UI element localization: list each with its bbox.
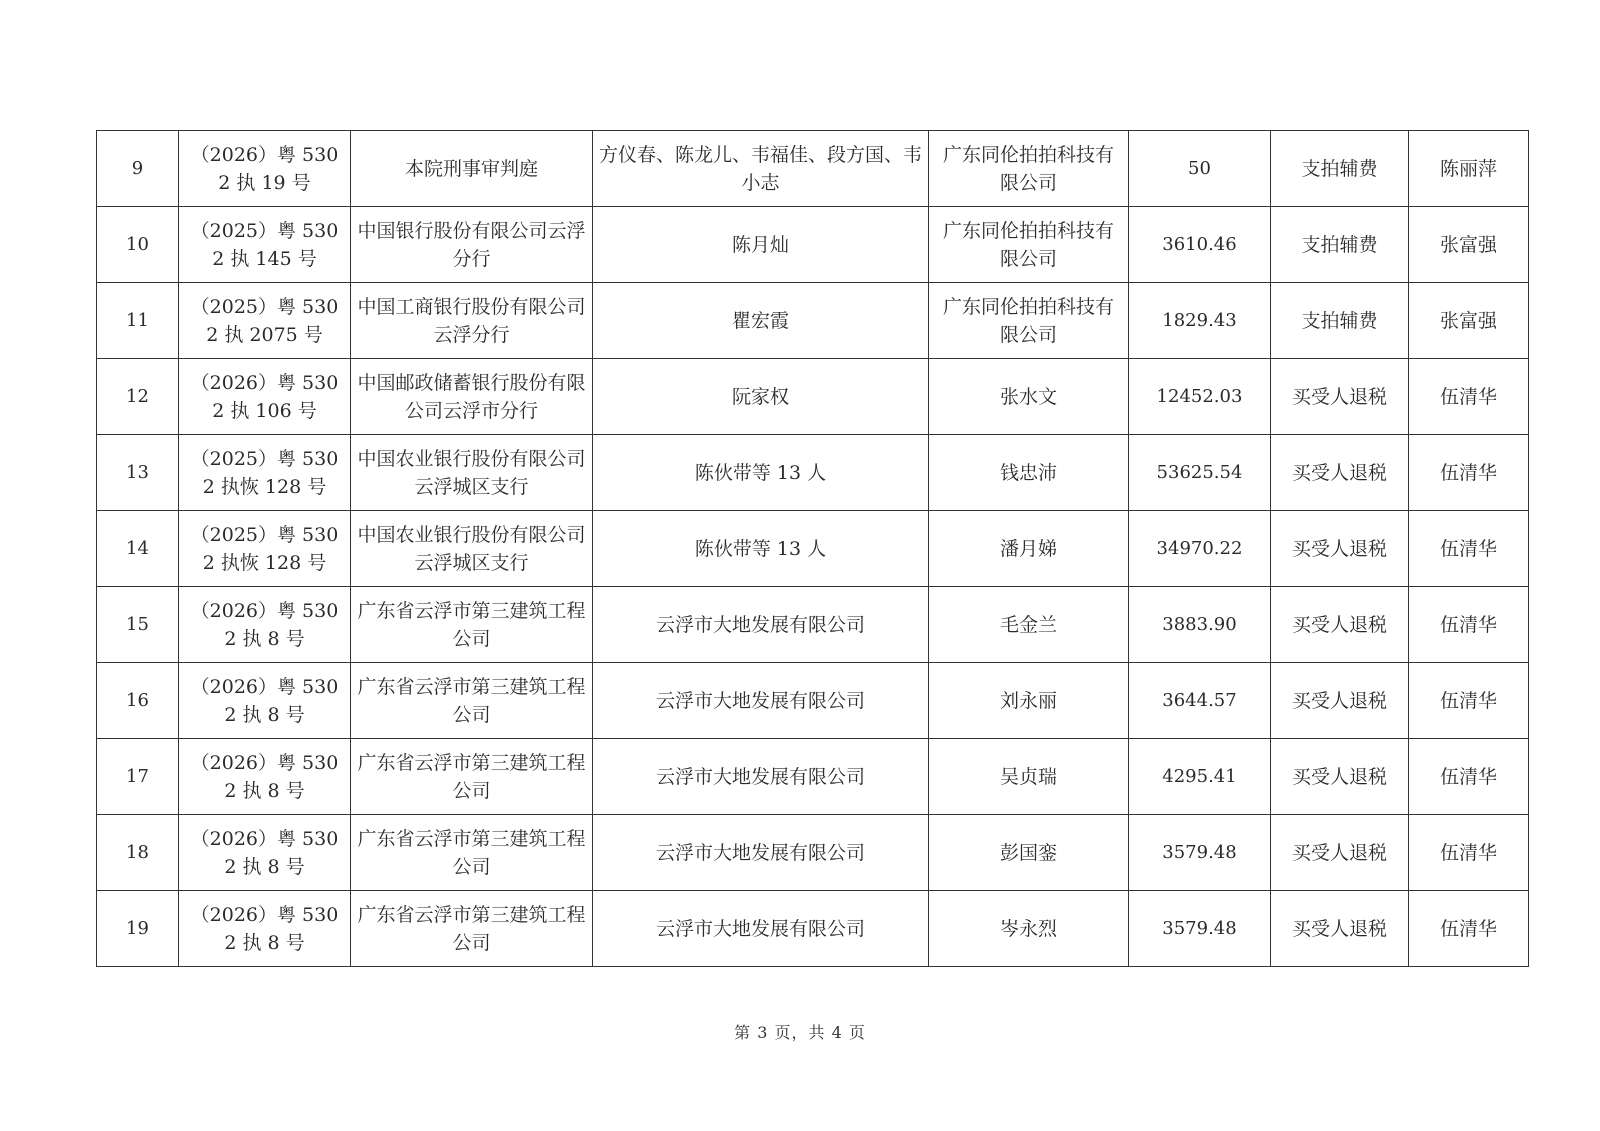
case-number-cell: （2026）粤 5302 执 8 号 xyxy=(179,891,351,967)
respondent-cell: 云浮市大地发展有限公司 xyxy=(593,891,929,967)
case-number-cell: （2026）粤 5302 执 8 号 xyxy=(179,587,351,663)
applicant-cell: 中国工商银行股份有限公司云浮分行 xyxy=(351,283,593,359)
row-number-cell: 13 xyxy=(97,435,179,511)
respondent-cell: 陈伙带等 13 人 xyxy=(593,511,929,587)
amount-cell: 34970.22 xyxy=(1129,511,1271,587)
handler-cell: 伍清华 xyxy=(1409,739,1529,815)
row-number-cell: 16 xyxy=(97,663,179,739)
applicant-cell: 广东省云浮市第三建筑工程公司 xyxy=(351,739,593,815)
payment-type-cell: 买受人退税 xyxy=(1271,359,1409,435)
respondent-cell: 瞿宏霞 xyxy=(593,283,929,359)
row-number-cell: 15 xyxy=(97,587,179,663)
table-row xyxy=(97,815,1529,891)
payment-type-cell: 买受人退税 xyxy=(1271,739,1409,815)
payment-type-cell: 支拍辅费 xyxy=(1271,207,1409,283)
table-row xyxy=(97,891,1529,967)
row-number-cell: 10 xyxy=(97,207,179,283)
amount-cell: 3610.46 xyxy=(1129,207,1271,283)
table-row xyxy=(97,739,1529,815)
row-number-cell: 17 xyxy=(97,739,179,815)
table-row xyxy=(97,435,1529,511)
table-row xyxy=(97,511,1529,587)
amount-cell: 3644.57 xyxy=(1129,663,1271,739)
respondent-cell: 云浮市大地发展有限公司 xyxy=(593,739,929,815)
respondent-cell: 云浮市大地发展有限公司 xyxy=(593,587,929,663)
row-number-cell: 12 xyxy=(97,359,179,435)
table-row xyxy=(97,663,1529,739)
respondent-cell: 方仪春、陈龙儿、韦福佳、段方国、韦小志 xyxy=(593,131,929,207)
respondent-cell: 陈月灿 xyxy=(593,207,929,283)
row-number-cell: 9 xyxy=(97,131,179,207)
table-row xyxy=(97,283,1529,359)
payee-cell: 刘永丽 xyxy=(929,663,1129,739)
payment-type-cell: 买受人退税 xyxy=(1271,511,1409,587)
payee-cell: 广东同伦拍拍科技有限公司 xyxy=(929,207,1129,283)
case-number-cell: （2025）粤 5302 执恢 128 号 xyxy=(179,511,351,587)
handler-cell: 陈丽萍 xyxy=(1409,131,1529,207)
row-number-cell: 19 xyxy=(97,891,179,967)
respondent-cell: 阮家权 xyxy=(593,359,929,435)
payee-cell: 毛金兰 xyxy=(929,587,1129,663)
case-number-cell: （2025）粤 5302 执 2075 号 xyxy=(179,283,351,359)
payment-type-cell: 买受人退税 xyxy=(1271,815,1409,891)
handler-cell: 伍清华 xyxy=(1409,891,1529,967)
amount-cell: 1829.43 xyxy=(1129,283,1271,359)
table-body xyxy=(97,131,1529,967)
applicant-cell: 广东省云浮市第三建筑工程公司 xyxy=(351,815,593,891)
applicant-cell: 中国农业银行股份有限公司云浮城区支行 xyxy=(351,511,593,587)
payment-table xyxy=(96,130,1529,967)
case-number-cell: （2026）粤 5302 执 19 号 xyxy=(179,131,351,207)
applicant-cell: 广东省云浮市第三建筑工程公司 xyxy=(351,587,593,663)
payee-cell: 吴贞瑞 xyxy=(929,739,1129,815)
case-number-cell: （2025）粤 5302 执 145 号 xyxy=(179,207,351,283)
case-number-cell: （2026）粤 5302 执 8 号 xyxy=(179,739,351,815)
row-number-cell: 18 xyxy=(97,815,179,891)
handler-cell: 张富强 xyxy=(1409,207,1529,283)
payee-cell: 张水文 xyxy=(929,359,1129,435)
applicant-cell: 中国邮政储蓄银行股份有限公司云浮市分行 xyxy=(351,359,593,435)
handler-cell: 伍清华 xyxy=(1409,435,1529,511)
handler-cell: 伍清华 xyxy=(1409,587,1529,663)
amount-cell: 50 xyxy=(1129,131,1271,207)
payee-cell: 广东同伦拍拍科技有限公司 xyxy=(929,131,1129,207)
handler-cell: 伍清华 xyxy=(1409,815,1529,891)
table-row xyxy=(97,131,1529,207)
handler-cell: 伍清华 xyxy=(1409,511,1529,587)
payment-type-cell: 买受人退税 xyxy=(1271,587,1409,663)
row-number-cell: 14 xyxy=(97,511,179,587)
amount-cell: 12452.03 xyxy=(1129,359,1271,435)
applicant-cell: 中国银行股份有限公司云浮分行 xyxy=(351,207,593,283)
payee-cell: 岑永烈 xyxy=(929,891,1129,967)
handler-cell: 伍清华 xyxy=(1409,359,1529,435)
payment-type-cell: 买受人退税 xyxy=(1271,435,1409,511)
payment-type-cell: 支拍辅费 xyxy=(1271,131,1409,207)
handler-cell: 伍清华 xyxy=(1409,663,1529,739)
payment-type-cell: 买受人退税 xyxy=(1271,891,1409,967)
payee-cell: 钱忠沛 xyxy=(929,435,1129,511)
amount-cell: 3883.90 xyxy=(1129,587,1271,663)
case-number-cell: （2026）粤 5302 执 106 号 xyxy=(179,359,351,435)
row-number-cell: 11 xyxy=(97,283,179,359)
amount-cell: 4295.41 xyxy=(1129,739,1271,815)
applicant-cell: 本院刑事审判庭 xyxy=(351,131,593,207)
table-row xyxy=(97,359,1529,435)
page-number: 第 3 页，共 4 页 xyxy=(734,1023,866,1042)
applicant-cell: 广东省云浮市第三建筑工程公司 xyxy=(351,663,593,739)
payee-cell: 广东同伦拍拍科技有限公司 xyxy=(929,283,1129,359)
amount-cell: 3579.48 xyxy=(1129,891,1271,967)
respondent-cell: 云浮市大地发展有限公司 xyxy=(593,815,929,891)
payee-cell: 彭国銮 xyxy=(929,815,1129,891)
respondent-cell: 陈伙带等 13 人 xyxy=(593,435,929,511)
handler-cell: 张富强 xyxy=(1409,283,1529,359)
case-number-cell: （2026）粤 5302 执 8 号 xyxy=(179,815,351,891)
case-number-cell: （2025）粤 5302 执恢 128 号 xyxy=(179,435,351,511)
payment-type-cell: 支拍辅费 xyxy=(1271,283,1409,359)
case-number-cell: （2026）粤 5302 执 8 号 xyxy=(179,663,351,739)
amount-cell: 3579.48 xyxy=(1129,815,1271,891)
amount-cell: 53625.54 xyxy=(1129,435,1271,511)
applicant-cell: 中国农业银行股份有限公司云浮城区支行 xyxy=(351,435,593,511)
applicant-cell: 广东省云浮市第三建筑工程公司 xyxy=(351,891,593,967)
payment-type-cell: 买受人退税 xyxy=(1271,663,1409,739)
table-row xyxy=(97,207,1529,283)
respondent-cell: 云浮市大地发展有限公司 xyxy=(593,663,929,739)
payee-cell: 潘月娣 xyxy=(929,511,1129,587)
table-row xyxy=(97,587,1529,663)
